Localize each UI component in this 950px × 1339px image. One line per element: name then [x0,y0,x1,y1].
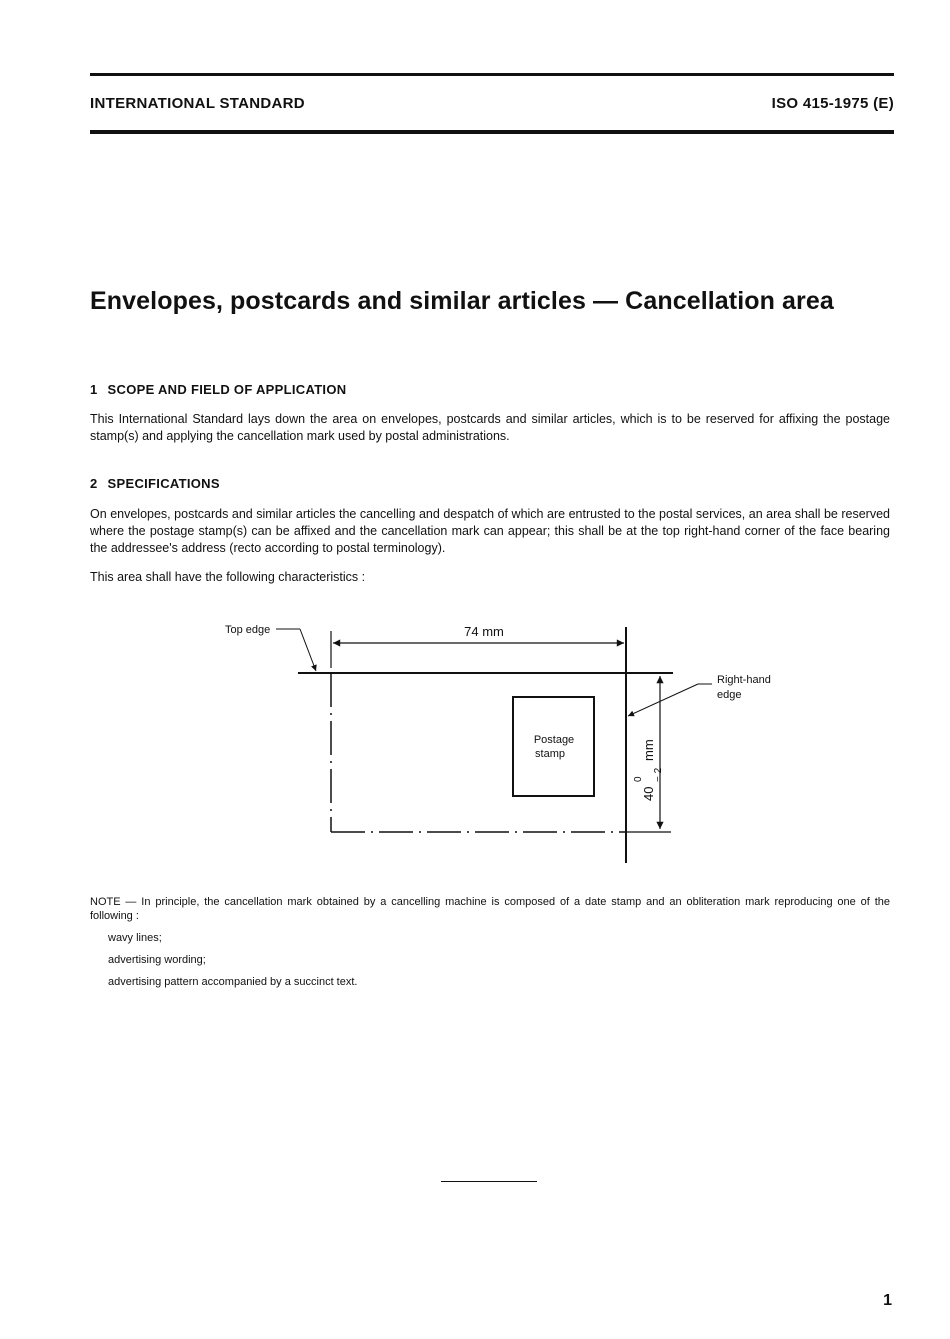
list-item: wavy lines; [108,932,162,944]
right-edge-label-line1: Right-hand [717,674,771,686]
page-number: 1 [883,1292,892,1309]
right-edge-label-line2: edge [717,689,742,701]
scope-paragraph: This International Standard lays down the area on envelopes, postcards and similar articles, which is to be reserved for affixing the postage stamp(s) and applying the cancellation mark used by postal administrations. [90,412,890,443]
stamp-label-line1: Postage [533,734,575,746]
top-edge-arrow [300,629,316,671]
top-edge-label: Top edge [225,624,271,636]
height-label-main: 40 [641,786,656,801]
height-label-unit: mm [641,739,656,761]
section-number: 1 [90,382,98,397]
specifications-paragraph: On envelopes, postcards and similar articles the cancelling and despatch of which are entrusted to the postal services, an area shall be reserved where the postage stamp(s) can be affixed and the cancellation mark can appear; this shall be at the top right-hand corner of the face bearing the addressee's address (recto according to postal terminology). [90,507,890,555]
document-title: Envelopes, postcards and similar articles — Cancellation area [90,287,834,315]
header-rule-top [90,73,894,76]
height-label-tolerance-lower: − 2 [653,767,664,782]
section-heading-specifications [90,476,220,491]
header-rule-bottom [90,130,894,134]
section-title: SPECIFICATIONS [107,476,220,491]
section-heading-scope [90,382,346,397]
note-list [108,930,357,996]
right-edge-arrow [628,684,698,716]
standard-number: ISO 415-1975 (E) [771,95,894,112]
note-paragraph: NOTE — In principle, the cancellation mark obtained by a cancelling machine is composed of a date stamp and an obliteration mark reproducing one of the following : [90,896,890,922]
list-item: advertising wording; [108,954,206,966]
cancellation-area-diagram [200,610,800,870]
height-label [633,739,664,801]
section-title: SCOPE AND FIELD OF APPLICATION [107,382,347,397]
characteristics-intro: This area shall have the following characteristics : [90,570,366,584]
list-item: advertising pattern accompanied by a succinct text. [108,976,358,988]
postage-stamp-box [513,697,594,796]
height-label-tolerance-upper: 0 [633,776,644,782]
footer-rule [441,1181,537,1182]
section-number: 2 [90,476,98,491]
width-label: 74 mm [464,624,504,639]
document-type: INTERNATIONAL STANDARD [90,95,305,112]
stamp-label-line2: stamp [535,748,565,760]
